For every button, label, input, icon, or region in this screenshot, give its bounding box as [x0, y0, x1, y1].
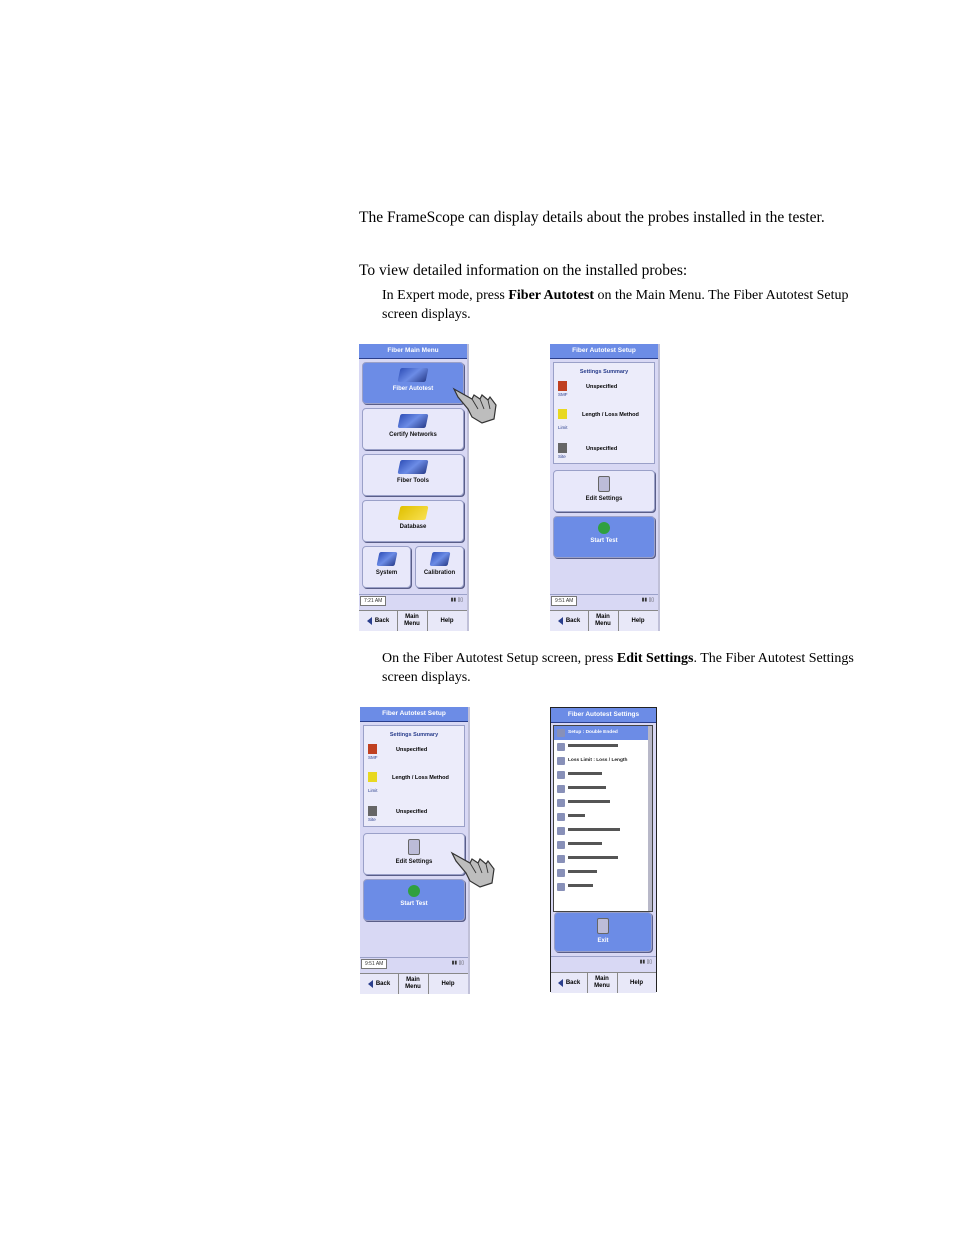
help-button[interactable]: Help: [441, 980, 455, 987]
nav-bar: [550, 610, 658, 631]
fiber-type-icon: [368, 744, 377, 754]
fiber-autotest-button[interactable]: Fiber Autotest: [362, 362, 464, 404]
screen-header: Fiber Autotest Setup: [360, 707, 468, 722]
fiber-type-icon: [558, 381, 567, 391]
edit-settings-icon: [598, 476, 610, 492]
summary-row-site: Site Unspecified: [368, 806, 462, 824]
main-menu-button[interactable]: Main Menu: [587, 973, 618, 993]
fiber-autotest-icon: [398, 368, 429, 382]
database-icon: [398, 506, 429, 520]
fiber-autotest-setup-screen: [550, 344, 660, 631]
pointing-hand-icon: [450, 849, 496, 889]
edit-settings-icon: [408, 839, 420, 855]
instruction-paragraph: To view detailed information on the installed probes:: [359, 262, 688, 279]
certify-networks-icon: [398, 414, 429, 428]
system-icon: [376, 552, 397, 566]
screen-header: Fiber Autotest Setup: [550, 344, 658, 359]
battery-icon: ▮▮ ▯▯: [641, 597, 654, 603]
database-button[interactable]: Database: [362, 500, 464, 542]
main-menu-button[interactable]: Main Menu: [398, 974, 429, 994]
back-arrow-icon: [558, 979, 563, 987]
help-button[interactable]: Help: [440, 617, 454, 624]
fiber-autotest-settings-screen: [550, 707, 657, 992]
battery-icon: ▮▮ ▯▯: [451, 960, 464, 966]
list-item[interactable]: [554, 852, 652, 866]
summary-title: Settings Summary: [579, 369, 629, 375]
intro-paragraph: The FrameScope can display details about the probes installed in the tester.: [359, 209, 825, 226]
help-button[interactable]: Help: [631, 617, 645, 624]
status-bar: [550, 594, 658, 606]
limit-icon: [558, 409, 567, 419]
list-item[interactable]: [554, 768, 652, 782]
exit-button[interactable]: Exit: [554, 912, 652, 952]
step-1-text: In Expert mode, press Fiber Autotest on the Main Menu. The Fiber Autotest Setup screen displays.: [382, 288, 849, 322]
calibration-icon: [429, 552, 450, 566]
summary-row-fiber: SMF Unspecified: [558, 381, 652, 399]
main-menu-button[interactable]: Main Menu: [397, 611, 428, 631]
exit-icon: [597, 918, 609, 934]
list-item[interactable]: [554, 810, 652, 824]
edit-settings-button[interactable]: Edit Settings: [363, 833, 465, 875]
summary-row-fiber: SMF Unspecified: [368, 744, 462, 762]
list-item[interactable]: [554, 782, 652, 796]
start-test-icon: [408, 885, 420, 897]
clock: 7:21 AM: [360, 596, 386, 606]
help-button[interactable]: Help: [629, 979, 643, 986]
list-item[interactable]: [554, 796, 652, 810]
clock: 9:51 AM: [551, 596, 577, 606]
screen-header: Fiber Main Menu: [359, 344, 467, 359]
status-bar: [551, 956, 656, 968]
limit-icon: [368, 772, 377, 782]
battery-icon: ▮▮ ▯▯: [450, 597, 463, 603]
edit-settings-button[interactable]: Edit Settings: [553, 470, 655, 512]
nav-bar: [551, 972, 656, 993]
toolbox-icon: [398, 460, 429, 474]
screen-header: Fiber Autotest Settings: [551, 708, 656, 723]
list-scrollbar[interactable]: [648, 726, 652, 911]
certify-networks-button[interactable]: Certify Networks: [362, 408, 464, 450]
back-button[interactable]: Back: [360, 974, 399, 994]
step-2-bold: Edit Settings: [616, 651, 694, 666]
settings-summary: [553, 362, 655, 464]
site-icon: [368, 806, 377, 816]
system-button[interactable]: System: [362, 546, 411, 588]
main-menu-button[interactable]: Main Menu: [588, 611, 619, 631]
list-item[interactable]: [554, 880, 652, 894]
start-test-button[interactable]: Start Test: [553, 516, 655, 558]
settings-summary: [363, 725, 465, 827]
step-1-bold: Fiber Autotest: [508, 288, 595, 303]
list-item[interactable]: [554, 866, 652, 880]
pointing-hand-icon: [452, 385, 498, 425]
nav-bar: [359, 610, 467, 631]
back-arrow-icon: [367, 617, 372, 625]
clock: 9:51 AM: [361, 959, 387, 969]
settings-list: [553, 725, 653, 912]
list-item[interactable]: Loss Limit : Loss / Length: [554, 754, 652, 768]
status-bar: [359, 594, 467, 606]
back-button[interactable]: Back: [551, 973, 588, 993]
battery-icon: ▮▮ ▯▯: [639, 959, 652, 965]
list-item[interactable]: [554, 824, 652, 838]
list-item[interactable]: Setup : Double Ended: [554, 726, 652, 740]
start-test-button[interactable]: Start Test: [363, 879, 465, 921]
back-button[interactable]: Back: [550, 611, 589, 631]
list-item[interactable]: [554, 838, 652, 852]
step-2-text: On the Fiber Autotest Setup screen, press Edit Settings. The Fiber Autotest Settings screen displays.: [382, 651, 854, 685]
fiber-tools-button[interactable]: Fiber Tools: [362, 454, 464, 496]
back-button[interactable]: Back: [359, 611, 398, 631]
status-bar: [360, 957, 468, 969]
nav-bar: [360, 973, 468, 994]
site-icon: [558, 443, 567, 453]
list-item[interactable]: [554, 740, 652, 754]
summary-title: Settings Summary: [389, 732, 439, 738]
summary-row-limit: Limit Length / Loss Method: [558, 409, 652, 427]
calibration-button[interactable]: Calibration: [415, 546, 464, 588]
back-arrow-icon: [558, 617, 563, 625]
back-arrow-icon: [368, 980, 373, 988]
start-test-icon: [598, 522, 610, 534]
summary-row-site: Site Unspecified: [558, 443, 652, 461]
summary-row-limit: Limit Length / Loss Method: [368, 772, 462, 790]
